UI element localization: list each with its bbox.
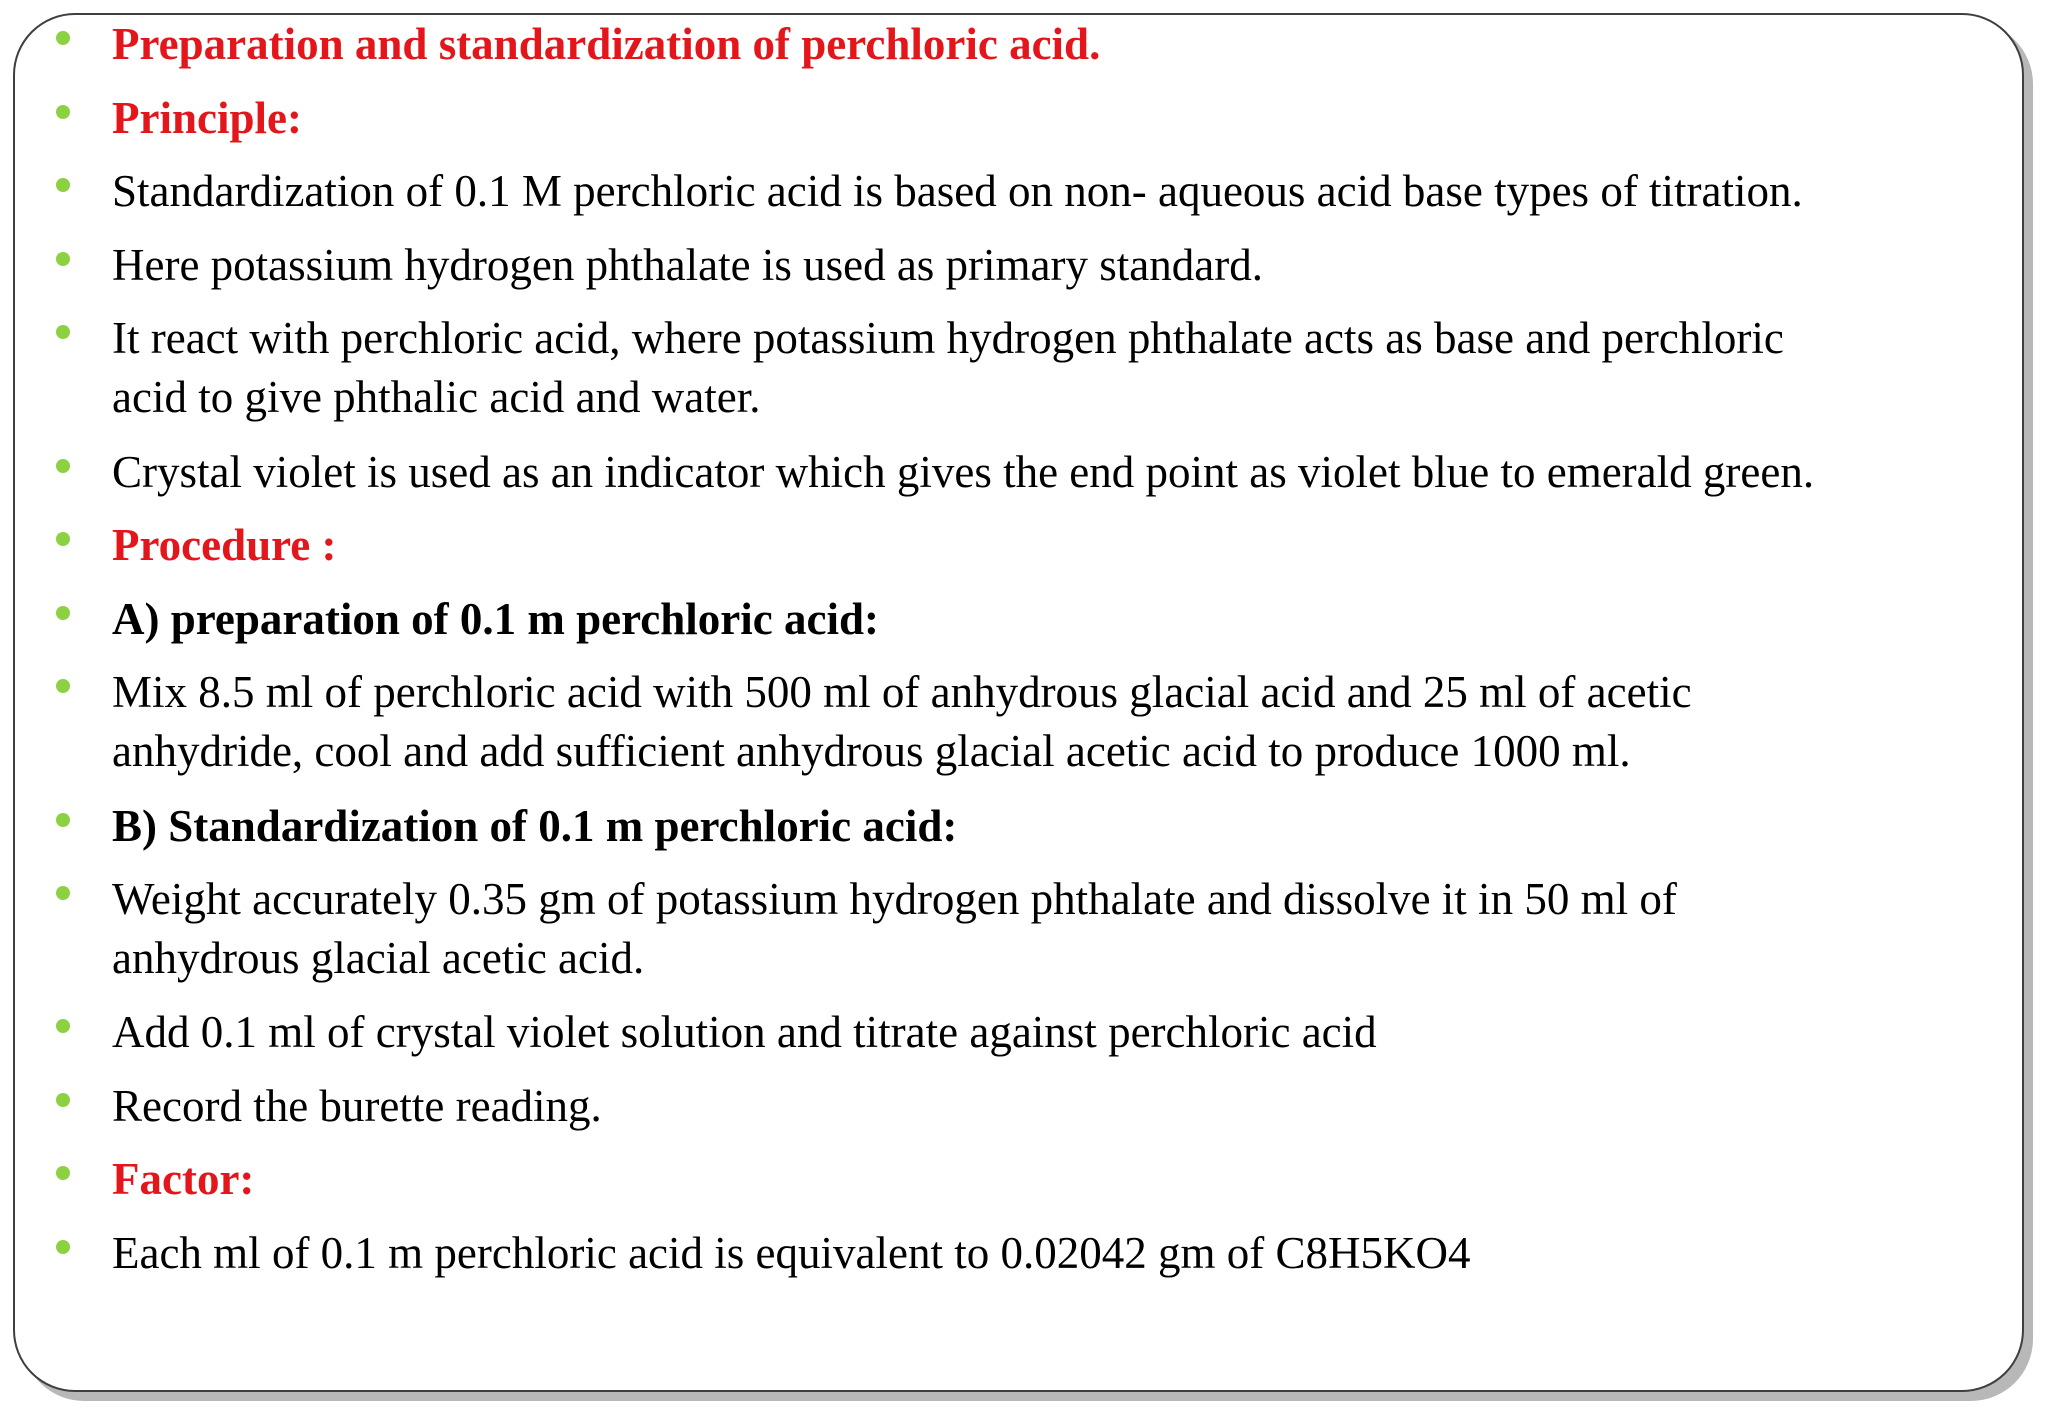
bullet-dot-icon [56, 178, 70, 192]
heading-principle: Principle: [112, 93, 302, 143]
heading-procedure: Procedure : [112, 520, 337, 570]
bullet-text-line: Mix 8.5 ml of perchloric acid with 500 ml of anhydrous glacial acid and 25 ml of acetic [112, 667, 1692, 717]
bullet-item-principle-heading [112, 89, 2012, 148]
bullet-item [112, 870, 2012, 988]
bullet-dot-icon [56, 532, 70, 546]
bullet-item [112, 236, 2012, 295]
bullet-text-line: It react with perchloric acid, where potassium hydrogen phthalate acts as base and perchloric [112, 313, 1784, 363]
bullet-dot-icon [56, 105, 70, 119]
bullet-item-subheading [112, 797, 2012, 856]
bullet-dot-icon [56, 813, 70, 827]
bullet-dot-icon [56, 1019, 70, 1033]
bullet-item-subheading [112, 590, 2012, 649]
bullet-item-factor-heading [112, 1150, 2012, 1209]
bullet-text: Here potassium hydrogen phthalate is used as primary standard. [112, 240, 1263, 290]
bullet-dot-icon [56, 459, 70, 473]
bullet-text: Add 0.1 ml of crystal violet solution and titrate against perchloric acid [112, 1007, 1377, 1057]
bullet-text: Record the burette reading. [112, 1081, 602, 1131]
subheading-standardization: B) Standardization of 0.1 m perchloric acid: [112, 801, 958, 851]
bullet-text-line: acid to give phthalic acid and water. [112, 372, 761, 422]
bullet-dot-icon [56, 252, 70, 266]
bullet-dot-icon [56, 606, 70, 620]
bullet-item-procedure-heading [112, 516, 2012, 575]
bullet-text-line: anhydrous glacial acetic acid. [112, 933, 645, 983]
bullet-item [112, 663, 2012, 781]
bullet-text-line: Weight accurately 0.35 gm of potassium hydrogen phthalate and dissolve it in 50 ml of [112, 874, 1677, 924]
bullet-text: Each ml of 0.1 m perchloric acid is equivalent to 0.02042 gm of C8H5KO4 [112, 1228, 1471, 1278]
bullet-item [112, 309, 2012, 427]
bullet-dot-icon [56, 1166, 70, 1180]
bullet-dot-icon [56, 679, 70, 693]
bullet-dot-icon [56, 886, 70, 900]
bullet-text: Standardization of 0.1 M perchloric acid is based on non- aqueous acid base types of titration. [112, 166, 1803, 216]
bullet-item [112, 1077, 2012, 1136]
bullet-dot-icon [56, 1240, 70, 1254]
bullet-text-line: anhydride, cool and add sufficient anhydrous glacial acetic acid to produce 1000 ml. [112, 726, 1631, 776]
bullet-item [112, 443, 2012, 502]
bullet-item [112, 1224, 2012, 1283]
bullet-dot-icon [56, 1093, 70, 1107]
heading-factor: Factor: [112, 1154, 255, 1204]
bullet-item-title [112, 15, 2012, 74]
bullet-dot-icon [56, 31, 70, 45]
bullet-dot-icon [56, 325, 70, 339]
bullet-text: Crystal violet is used as an indicator which gives the end point as violet blue to emerald green. [112, 447, 1815, 497]
subheading-preparation: A) preparation of 0.1 m perchloric acid: [112, 594, 879, 644]
bullet-item [112, 162, 2012, 221]
section-title: Preparation and standardization of perchloric acid. [112, 19, 1101, 69]
bullet-item [112, 1003, 2012, 1062]
